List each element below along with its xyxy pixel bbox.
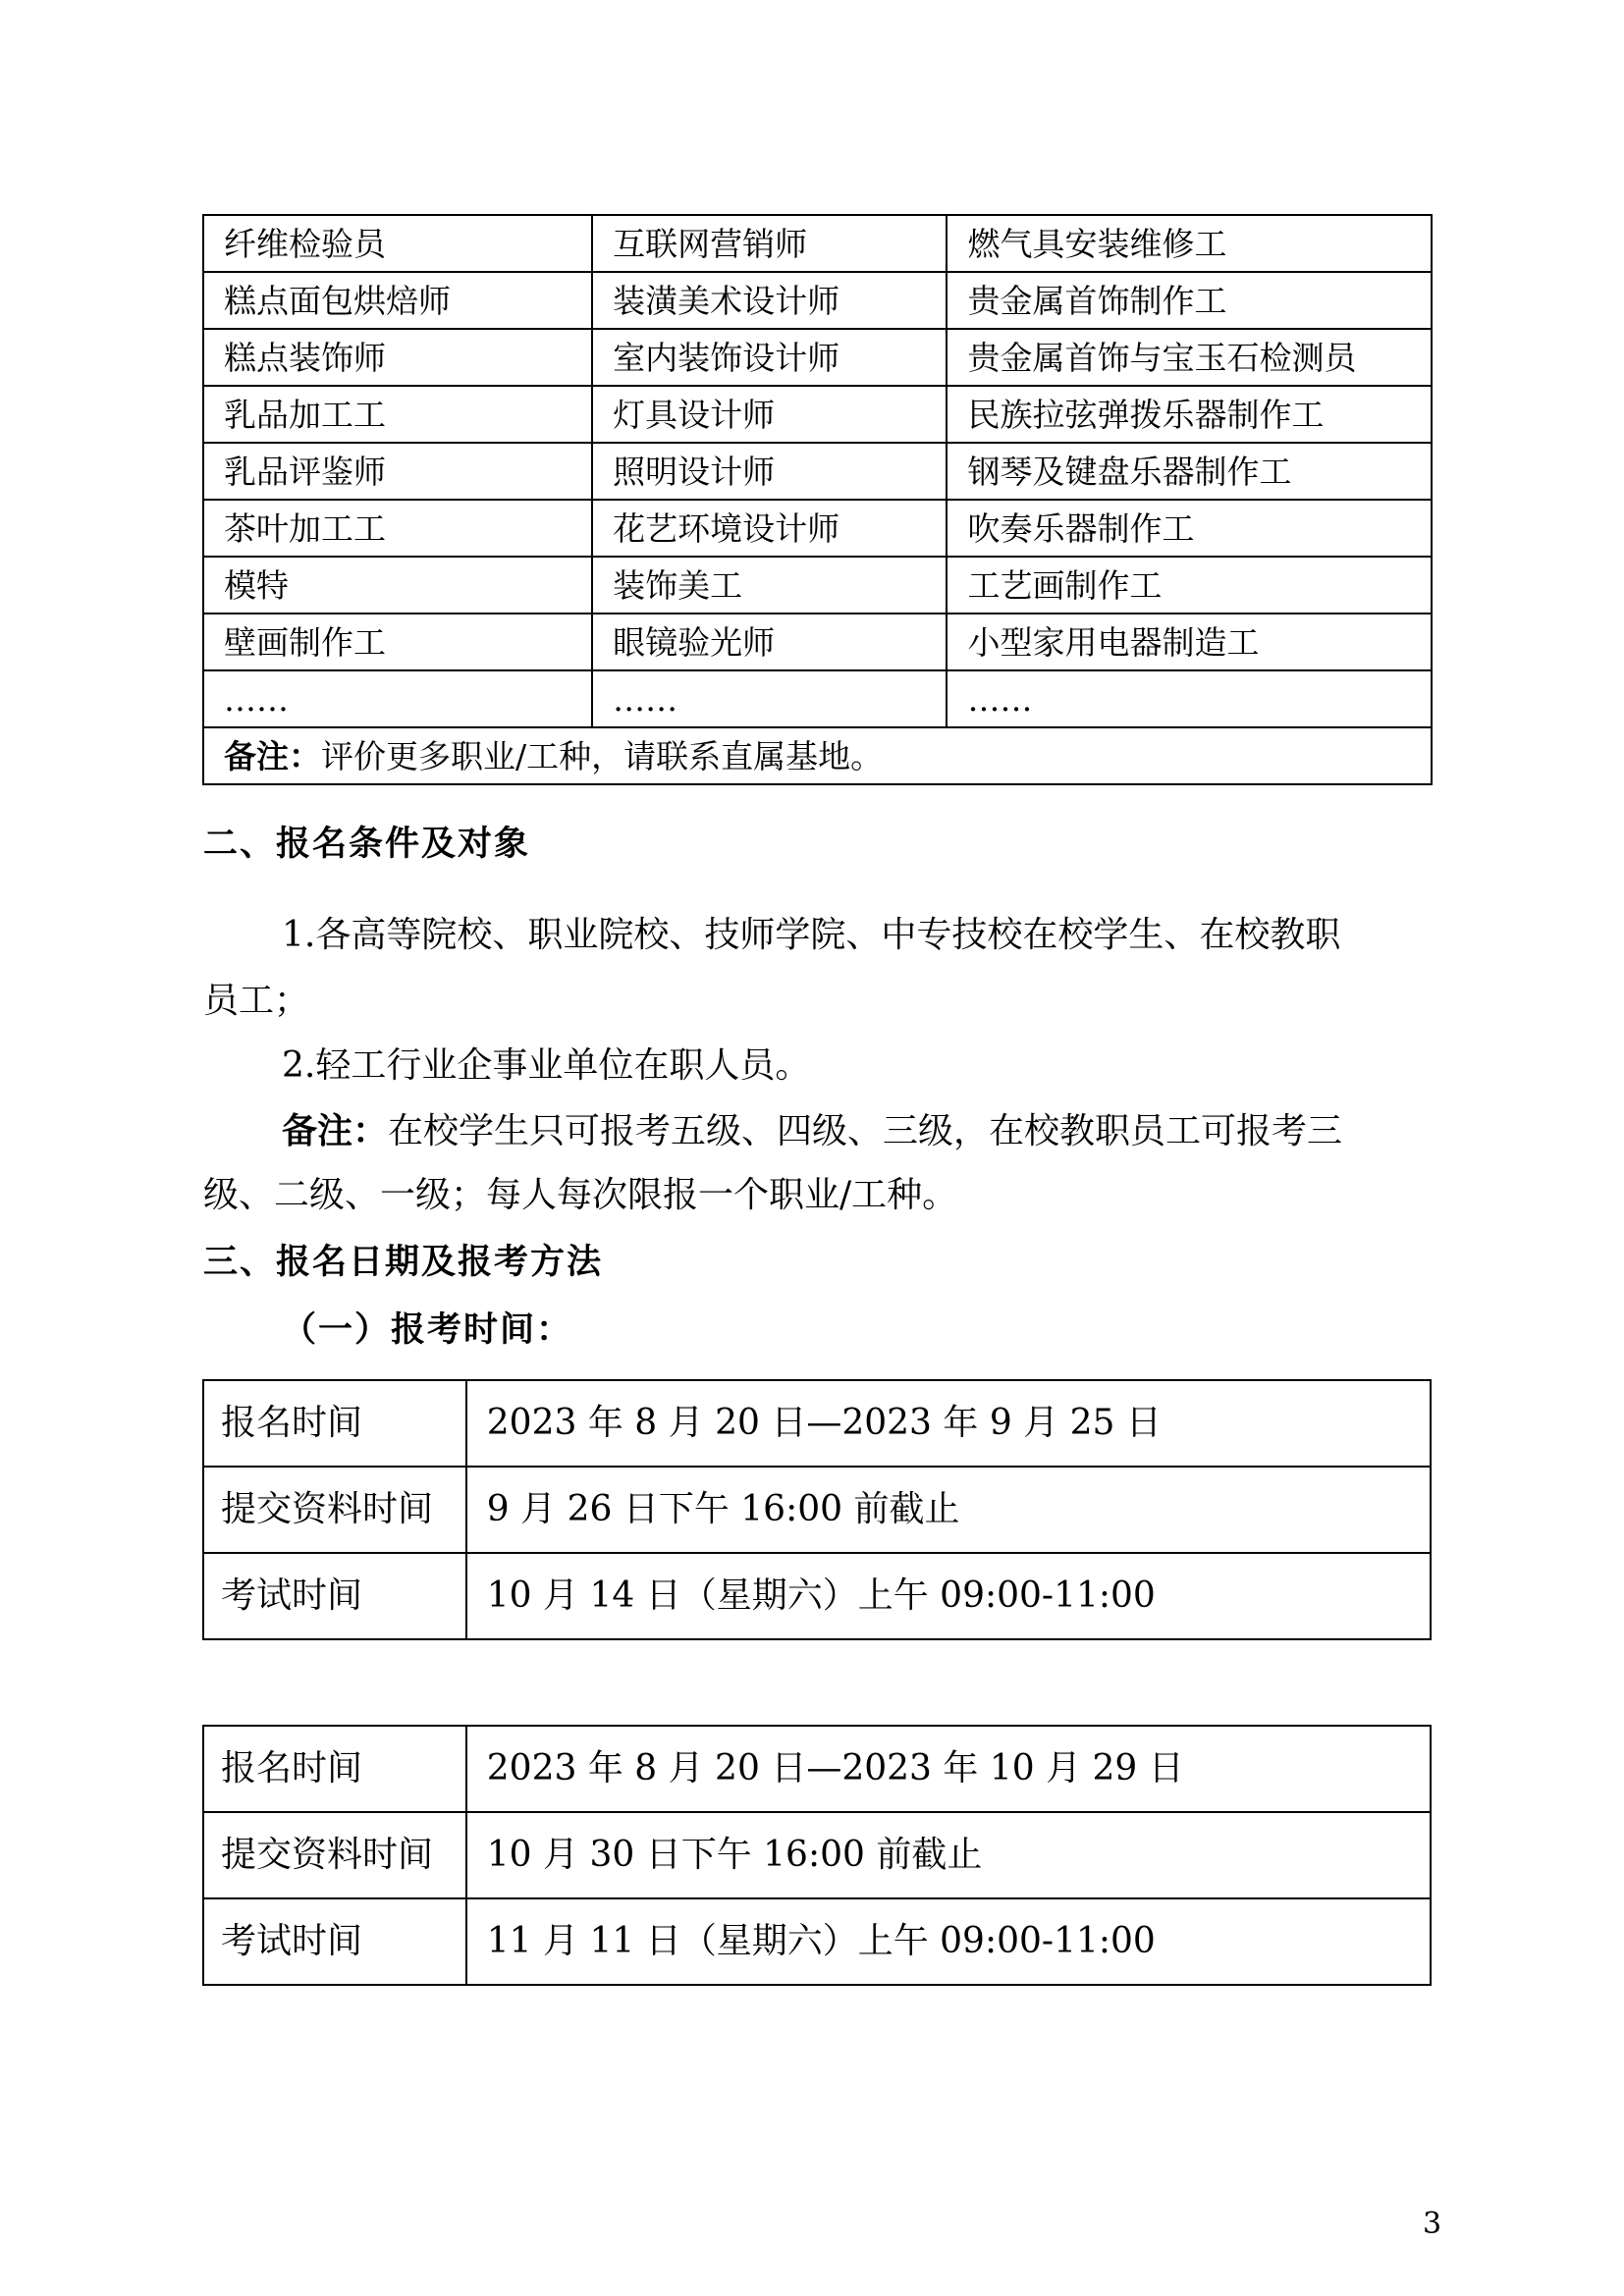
table-cell: 工艺画制作工: [947, 557, 1432, 614]
table-cell: 眼镜验光师: [592, 614, 947, 670]
table-note-row: [203, 727, 1432, 784]
schedule-label: 报名时间: [203, 1726, 466, 1812]
eligibility-note-text: 在校学生只可报考五级、四级、三级，在校教职员工可报考三: [388, 1111, 1343, 1151]
schedule-label: 提交资料时间: [203, 1467, 466, 1553]
table-cell: 贵金属首饰与宝玉石检测员: [947, 329, 1432, 386]
schedule-label: 考试时间: [203, 1553, 466, 1639]
table-cell: 吹奏乐器制作工: [947, 500, 1432, 557]
table-row: [203, 272, 1432, 329]
schedule-label: 考试时间: [203, 1898, 466, 1985]
table-cell: ……: [592, 670, 947, 727]
table-cell: 小型家用电器制造工: [947, 614, 1432, 670]
schedule-label: 提交资料时间: [203, 1812, 466, 1898]
table-row: [203, 1812, 1431, 1898]
table-cell: 花艺环境设计师: [592, 500, 947, 557]
schedule-table-2: [202, 1725, 1432, 1986]
eligibility-item-1-line-2: 员工；: [203, 981, 310, 1021]
schedule-value: 2023 年 8 月 20 日—2023 年 9 月 25 日: [466, 1380, 1431, 1467]
table-cell: 灯具设计师: [592, 386, 947, 443]
table-cell: 模特: [203, 557, 592, 614]
table-note-text: 评价更多职业/工种，请联系直属基地。: [321, 736, 884, 775]
schedule-table-1: [202, 1379, 1432, 1640]
schedule-value: 11 月 11 日（星期六）上午 09:00-11:00: [466, 1898, 1431, 1985]
table-row: [203, 1726, 1431, 1812]
eligibility-item-1-line-1: 1.各高等院校、职业院校、技师学院、中专技校在校学生、在校教职: [282, 915, 1341, 955]
table-cell: 钢琴及键盘乐器制作工: [947, 443, 1432, 500]
eligibility-note-line-2: 级、二级、一级；每人每次限报一个职业/工种。: [203, 1175, 958, 1215]
table-note: [203, 727, 1432, 784]
schedule-value: 10 月 14 日（星期六）上午 09:00-11:00: [466, 1553, 1431, 1639]
table-row: [203, 1380, 1431, 1467]
table-row: [203, 500, 1432, 557]
table-cell: 糕点装饰师: [203, 329, 592, 386]
schedule-label: 报名时间: [203, 1380, 466, 1467]
table-cell: 民族拉弦弹拨乐器制作工: [947, 386, 1432, 443]
table-row: [203, 443, 1432, 500]
table-row: [203, 1898, 1431, 1985]
table-cell: 装饰美工: [592, 557, 947, 614]
table-row: [203, 1553, 1431, 1639]
schedule-value: 9 月 26 日下午 16:00 前截止: [466, 1467, 1431, 1553]
table-cell: 糕点面包烘焙师: [203, 272, 592, 329]
table-row: [203, 670, 1432, 727]
table-row: [203, 329, 1432, 386]
section-3-heading: 三、报名日期及报考方法: [203, 1242, 604, 1282]
table-cell: 乳品评鉴师: [203, 443, 592, 500]
table-row: [203, 386, 1432, 443]
table-cell: 茶叶加工工: [203, 500, 592, 557]
table-row: [203, 557, 1432, 614]
schedule-value: 10 月 30 日下午 16:00 前截止: [466, 1812, 1431, 1898]
table-note-label: 备注：: [224, 736, 321, 775]
table-cell: 互联网营销师: [592, 215, 947, 272]
table-cell: 贵金属首饰制作工: [947, 272, 1432, 329]
table-cell: 纤维检验员: [203, 215, 592, 272]
table-cell: 壁画制作工: [203, 614, 592, 670]
section-2-heading: 二、报名条件及对象: [203, 824, 531, 864]
occupation-table: [202, 214, 1433, 785]
eligibility-note-label: 备注：: [282, 1110, 389, 1151]
eligibility-note-line-1: [282, 1110, 1343, 1151]
schedule-value: 2023 年 8 月 20 日—2023 年 10 月 29 日: [466, 1726, 1431, 1812]
table-row: [203, 614, 1432, 670]
table-row: [203, 1467, 1431, 1553]
table-cell: 照明设计师: [592, 443, 947, 500]
table-cell: ……: [203, 670, 592, 727]
section-3-subheading: （一）报考时间：: [282, 1309, 573, 1350]
table-cell: ……: [947, 670, 1432, 727]
table-cell: 乳品加工工: [203, 386, 592, 443]
table-cell: 装潢美术设计师: [592, 272, 947, 329]
table-row: [203, 215, 1432, 272]
table-cell: 室内装饰设计师: [592, 329, 947, 386]
eligibility-item-2: 2.轻工行业企事业单位在职人员。: [282, 1045, 811, 1086]
page-number: 3: [1423, 2207, 1442, 2241]
table-cell: 燃气具安装维修工: [947, 215, 1432, 272]
